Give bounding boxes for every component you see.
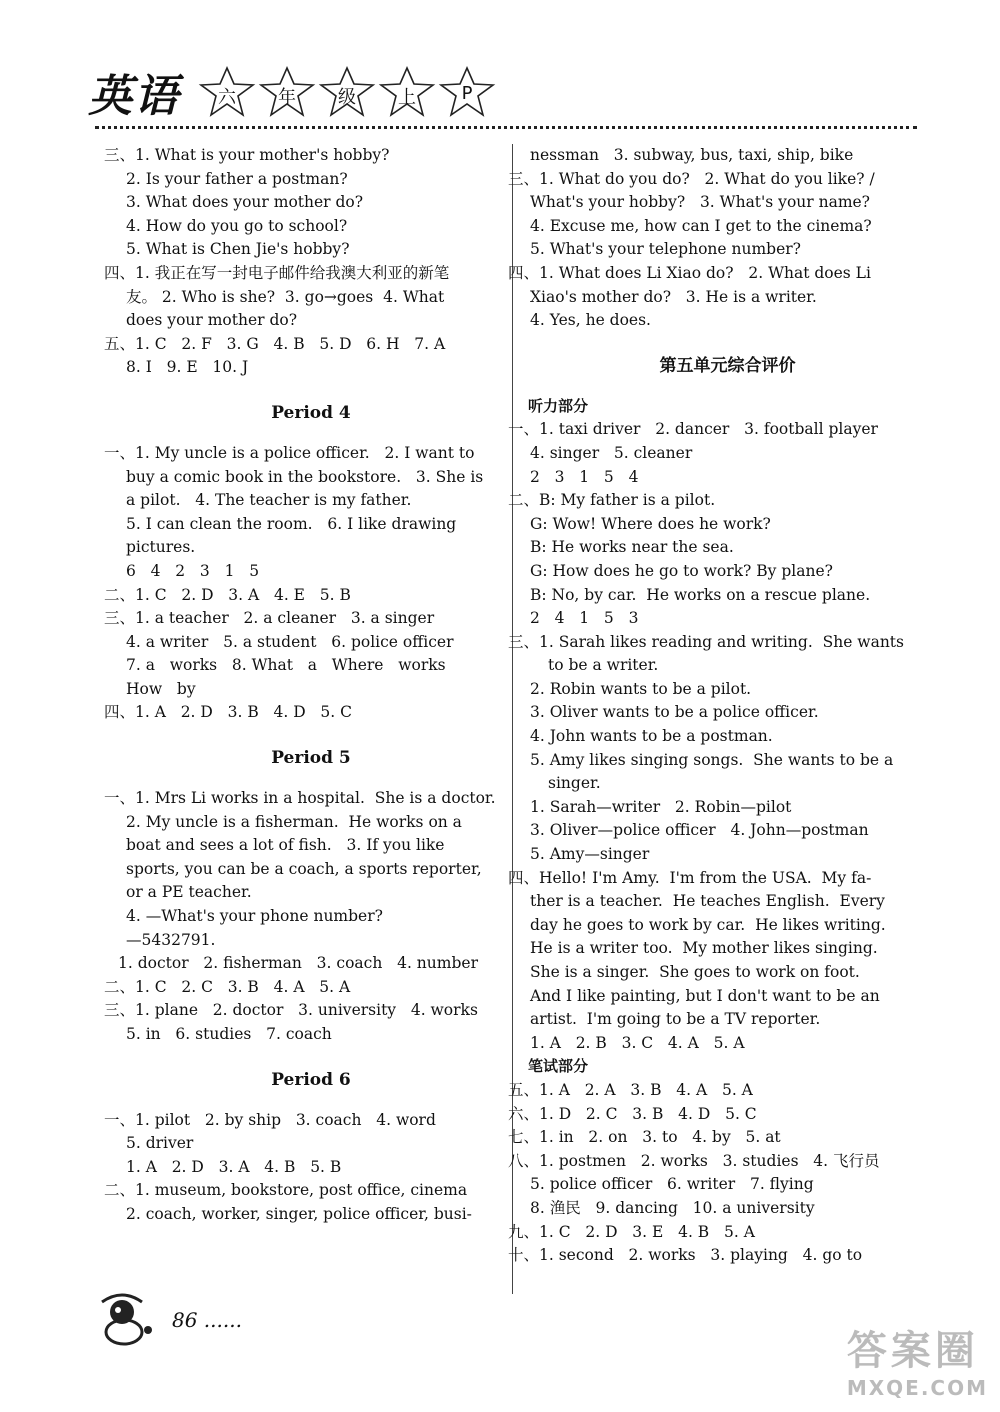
answer-line: 八、1. postmen 2. works 3. studies 4. 飞行员 <box>508 1151 880 1170</box>
answer-line: 4. singer 5. cleaner <box>530 443 693 462</box>
section-title: Period 5 <box>271 748 351 769</box>
answer-line: 三、1. What is your mother's hobby? <box>104 146 390 164</box>
grade-star-2 <box>318 66 376 118</box>
grade-stars <box>198 66 496 118</box>
grade-star-label: 六 <box>218 87 236 108</box>
left-column <box>104 144 496 1227</box>
answer-line: 1. A 2. D 3. A 4. B 5. B <box>126 1157 342 1176</box>
answer-line: 5. Amy likes singing songs. She wants to be a <box>530 750 894 769</box>
page-number: 86 ...... <box>172 1308 242 1332</box>
answer-line: 一、1. Mrs Li works in a hospital. She is a doctor. <box>104 789 496 808</box>
answer-line: does your mother do? <box>126 311 298 330</box>
page-footer <box>92 1290 242 1350</box>
answer-line: 二、1. C 2. D 3. A 4. E 5. B <box>104 585 351 604</box>
answer-line: 8. 渔民 9. dancing 10. a university <box>530 1198 815 1217</box>
answer-line: 5. Amy—singer <box>530 845 650 864</box>
answer-line: a pilot. 4. The teacher is my father. <box>126 491 412 510</box>
answer-line: 4. Excuse me, how can I get to the cinema? <box>530 216 872 235</box>
answer-line: 2. coach, worker, singer, police officer, busi- <box>126 1204 472 1223</box>
section-title: 第五单元综合评价 <box>659 355 796 376</box>
answer-line: B: He works near the sea. <box>530 538 734 557</box>
answer-line: or a PE teacher. <box>126 883 252 902</box>
answer-line: 二、1. C 2. C 3. B 4. A 5. A <box>104 977 351 996</box>
answer-line: And I like painting, but I don't want to be an <box>530 986 880 1005</box>
answer-line: What's your hobby? 3. What's your name? <box>530 193 870 212</box>
right-column <box>508 144 925 1268</box>
answer-line: 一、1. My uncle is a police officer. 2. I want to <box>104 443 475 462</box>
answer-line: 五、1. A 2. A 3. B 4. A 5. A <box>508 1080 753 1099</box>
answer-line: nessman 3. subway, bus, taxi, ship, bike <box>530 146 854 164</box>
answer-line: 四、1. What does Li Xiao do? 2. What does Li <box>508 263 871 282</box>
grade-star-label: P <box>461 83 473 104</box>
answer-line: 六、1. D 2. C 3. B 4. D 5. C <box>508 1104 757 1123</box>
answer-line: How by <box>126 679 196 698</box>
answer-line: 2 4 1 5 3 <box>530 609 639 628</box>
answer-line: —5432791. <box>126 930 216 949</box>
answer-line: He is a writer too. My mother likes singing. <box>530 939 878 958</box>
answer-line: 7. a works 8. What a Where works <box>126 656 446 675</box>
page-header <box>88 62 496 122</box>
section-label: 笔试部分 <box>528 1057 589 1076</box>
answer-line: 8. I 9. E 10. J <box>126 358 249 377</box>
answer-line: 二、1. museum, bookstore, post office, cinema <box>104 1181 468 1200</box>
answer-line: 5. I can clean the room. 6. I like drawing <box>126 514 457 533</box>
answer-line: 四、Hello! I'm Amy. I'm from the USA. My fa- <box>508 868 872 887</box>
answer-line: boat and sees a lot of fish. 3. If you like <box>126 836 445 855</box>
answer-line: 四、1. A 2. D 3. B 4. D 5. C <box>104 703 353 722</box>
answer-line: 1. A 2. B 3. C 4. A 5. A <box>530 1033 745 1052</box>
answer-line: 5. What's your telephone number? <box>530 240 801 259</box>
answer-line: sports, you can be a coach, a sports reporter, <box>126 859 482 878</box>
answer-line: 4. —What's your phone number? <box>126 907 383 926</box>
answer-line: G: Wow! Where does he work? <box>530 514 771 533</box>
answer-line: buy a comic book in the bookstore. 3. She is <box>126 467 484 486</box>
answer-line: B: No, by car. He works on a rescue plane. <box>530 585 871 604</box>
grade-star-3 <box>378 66 436 118</box>
answer-line: 3. Oliver wants to be a police officer. <box>530 703 819 722</box>
answer-line: pictures. <box>126 538 196 557</box>
answer-line: 3. Oliver—police officer 4. John—postman <box>530 821 869 840</box>
answer-line: 2. My uncle is a fisherman. He works on a <box>126 812 462 831</box>
answer-line: artist. I'm going to be a TV reporter. <box>530 1010 821 1029</box>
answer-line: 三、1. a teacher 2. a cleaner 3. a singer <box>104 609 435 628</box>
answer-line: 4. Yes, he does. <box>530 311 651 330</box>
answer-line: 友。 2. Who is she? 3. go→goes 4. What <box>126 287 445 306</box>
answer-line: 2. Robin wants to be a pilot. <box>530 679 752 698</box>
grade-star-4 <box>438 66 496 118</box>
grade-star-label: 级 <box>338 87 356 108</box>
grade-star-1 <box>258 66 316 118</box>
grade-star-label: 上 <box>398 87 416 108</box>
section-label: 听力部分 <box>528 396 589 415</box>
answer-line: 6 4 2 3 1 5 <box>126 561 260 580</box>
answer-line: 3. What does your mother do? <box>126 193 364 212</box>
answer-line: 二、B: My father is a pilot. <box>508 491 716 510</box>
answer-line: 七、1. in 2. on 3. to 4. by 5. at <box>508 1128 781 1147</box>
answer-line: day he goes to work by car. He likes writing. <box>530 915 886 934</box>
answer-line: to be a writer. <box>548 656 659 675</box>
answer-line: 5. What is Chen Jie's hobby? <box>126 240 350 259</box>
section-title: Period 4 <box>271 402 351 423</box>
answer-line: 三、1. What do you do? 2. What do you like? / <box>508 169 875 188</box>
answer-line: 一、1. pilot 2. by ship 3. coach 4. word <box>104 1110 436 1129</box>
grade-star-label: 年 <box>278 87 296 108</box>
header-divider <box>95 126 917 129</box>
section-title: Period 6 <box>271 1069 351 1090</box>
answer-line: 三、1. plane 2. doctor 3. university 4. works <box>104 1001 478 1020</box>
answer-line: 5. in 6. studies 7. coach <box>126 1025 332 1043</box>
answer-line: 5. driver <box>126 1134 194 1153</box>
answer-line: 一、1. taxi driver 2. dancer 3. football player <box>508 420 878 439</box>
answer-line: 十、1. second 2. works 3. playing 4. go to <box>508 1246 863 1265</box>
answer-line: 4. a writer 5. a student 6. police officer <box>126 632 454 651</box>
answer-line: 5. police officer 6. writer 7. flying <box>530 1175 814 1194</box>
cartoon-mascot-icon <box>92 1290 162 1350</box>
answer-line: singer. <box>548 774 601 793</box>
book-logo: 英语 <box>88 71 180 122</box>
answer-line: 五、1. C 2. F 3. G 4. B 5. D 6. H 7. A <box>104 334 446 353</box>
watermark: 答案圈 MXQE.COM <box>846 1328 988 1400</box>
grade-star-0 <box>198 66 256 118</box>
answer-line: 4. John wants to be a postman. <box>530 727 773 746</box>
answer-line: ther is a teacher. He teaches English. Every <box>530 892 885 911</box>
answer-line: 2. Is your father a postman? <box>126 169 348 188</box>
answer-line: 2 3 1 5 4 <box>530 467 639 486</box>
answer-line: Xiao's mother do? 3. He is a writer. <box>530 287 817 306</box>
answer-line: 九、1. C 2. D 3. E 4. B 5. A <box>508 1222 755 1241</box>
answer-line: 四、1. 我正在写一封电子邮件给我澳大利亚的新笔 <box>104 263 450 282</box>
answer-line: 三、1. Sarah likes reading and writing. She wants <box>508 632 904 651</box>
answer-line: 1. doctor 2. fisherman 3. coach 4. number <box>118 954 478 973</box>
answer-line: She is a singer. She goes to work on foot. <box>530 963 860 981</box>
answer-line: G: How does he go to work? By plane? <box>530 561 833 580</box>
answer-line: 4. How do you go to school? <box>126 216 348 235</box>
answer-line: 1. Sarah—writer 2. Robin—pilot <box>530 797 792 816</box>
